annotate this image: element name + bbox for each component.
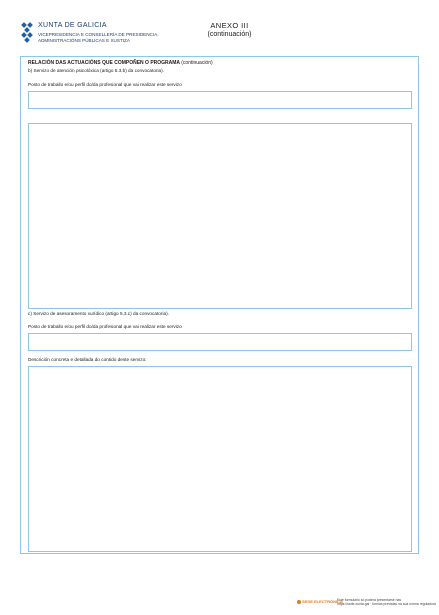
section-title-text: RELACIÓN DAS ACTUACIÓNS QUE COMPOÑEN O PROGRAMA — [28, 60, 180, 66]
footer-note — [337, 598, 436, 606]
footer-note-line-1: Este formulario só poderá presentarse nas — [337, 598, 402, 602]
service-c-description-label: Descrición concreta e detallada do contido deste servizo: — [28, 357, 147, 362]
footer-note-line-2: https://sede.xunta.gal · formas previstas na súa norma reguladora — [337, 602, 436, 606]
service-c-post-field[interactable] — [28, 333, 412, 351]
annex-title: ANEXO III — [210, 21, 249, 30]
sede-electronica-logo: SEDE ELECTRÓNICA — [297, 599, 343, 604]
annex-subtitle: (continuación) — [207, 31, 252, 38]
section-title-suffix: (continuación) — [181, 60, 213, 66]
service-c-post-label: Posto de traballo e/ou perfil do/da profesional que vai realizar este servizo — [28, 324, 182, 329]
brand-subtitle — [38, 32, 159, 44]
service-b-description-field[interactable] — [28, 123, 412, 309]
brand-name: XUNTA DE GALICIA — [38, 22, 107, 29]
brand-subtitle-line-2: ADMINISTRACIÓNS PÚBLICAS E XUSTIZA — [38, 38, 130, 43]
service-b-post-field[interactable] — [28, 91, 412, 109]
service-c-heading: c) Servizo de asesoramento xurídico (artigo 5.3.c) da convocatoria). — [28, 311, 169, 316]
xunta-logo-icon — [22, 22, 34, 45]
service-c-description-field[interactable] — [28, 366, 412, 552]
form-frame — [20, 56, 419, 554]
document-header — [22, 21, 422, 51]
section-title — [28, 60, 213, 66]
brand-subtitle-line-1: VICEPRESIDENCIA E CONSELLERÍA DE PRESIDENCIA, — [38, 32, 159, 37]
document-footer — [297, 598, 436, 608]
annex-heading — [182, 21, 277, 38]
service-b-heading: b) Servizo de atención psicolóxica (artigo 5.3.b) da convocatoria). — [28, 68, 165, 73]
service-b-post-label: Posto de traballo e/ou perfil do/da profesional que vai realizar este servizo — [28, 82, 182, 87]
